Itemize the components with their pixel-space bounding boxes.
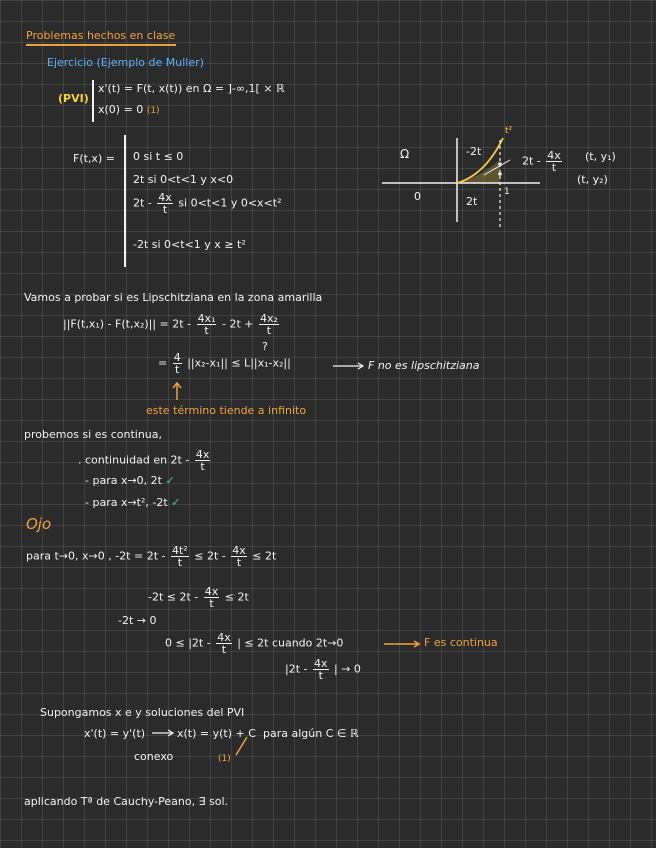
l8-suffix: | → 0 [334, 662, 361, 676]
l5-prefix: -2t ≤ 2t - [148, 590, 199, 604]
l1-middle: - 2t + [221, 317, 254, 331]
initial-condition-ref: (1) [146, 106, 160, 116]
l7-suffix: | ≤ 2t cuando 2t→0 [237, 636, 344, 650]
c2-text: - para x→0, 2t [85, 474, 162, 487]
solutions-intro: Supongamos x e y soluciones del PVI [40, 706, 245, 719]
pvi-equation: x'(t) = F(t, x(t)) en Ω = ]-∞,1[ × ℝ [98, 82, 285, 95]
l5-fraction: $\frac{4x}{t}$ [204, 585, 219, 610]
continuity-intro: probemos si es continua, [24, 428, 162, 441]
l8-fraction: $\frac{4x}{t}$ [313, 657, 328, 682]
check-icon: ✓ [171, 496, 181, 509]
case-3-prefix: 2t - [133, 196, 152, 210]
l1-fraction-2: $\frac{\text{4x₂}}{t}$ [259, 312, 278, 337]
cauchy-peano-note: aplicando Tª de Cauchy-Peano, ∃ sol. [24, 795, 229, 808]
bottom-region-label: 2t [466, 195, 478, 208]
exercise-heading: Ejercicio (Ejemplo de Muller) [47, 56, 204, 69]
infinity-note: este término tiende a infinito [146, 404, 307, 417]
c1-prefix: . continuidad en 2t - [78, 453, 190, 467]
convex-ref: (1) [218, 754, 231, 764]
l2-equals: = [158, 356, 168, 370]
middle-prefix: 2t - [522, 154, 541, 168]
solutions-constant-eq: x(t) = y(t) + C [177, 727, 256, 740]
piecewise-case-1: 0 si t ≤ 0 [133, 150, 184, 163]
l2-inequality: ||x₂-x₁|| ≤ L||x₁-x₂|| [187, 356, 291, 370]
case-3-fraction: $\frac{4x}{t}$ [158, 191, 172, 216]
lipschitz-intro: Vamos a probar si es Lipschitziana en la zona amarilla [24, 291, 323, 304]
piecewise-case-2: 2t si 0<t<1 y x<0 [133, 173, 234, 186]
top-region-label: -2t [466, 145, 482, 158]
origin-label: 0 [414, 190, 421, 203]
ojo-note: Ojo [26, 515, 52, 533]
l1-prefix: ||F(t,x₁) - F(t,x₂)|| = 2t - [63, 317, 192, 331]
check-icon: ✓ [165, 474, 175, 487]
point-2-label: (t, y₂) [577, 173, 608, 186]
l4-suffix: ≤ 2t [252, 549, 277, 563]
l1-fraction-1: $\frac{\text{4x₁}}{t}$ [197, 312, 216, 337]
pvi-label: (PVI) [58, 92, 89, 105]
l8-prefix: |2t - [285, 662, 308, 676]
case-3-condition: si 0<t<1 y 0<x<t² [178, 196, 282, 210]
point-1-label: (t, y₁) [585, 150, 616, 163]
l7-fraction: $\frac{4x}{t}$ [217, 631, 231, 656]
l4-fraction-1: $\frac{\text{4t²}}{t}$ [172, 544, 188, 569]
continuity-conclusion: F es continua [424, 636, 498, 649]
page-title: Problemas hechos en clase [26, 29, 176, 42]
curve-label: t² [505, 126, 513, 136]
convex-label: conexo [134, 750, 174, 763]
question-mark: ? [262, 340, 268, 353]
l5-suffix: ≤ 2t [224, 590, 249, 604]
solutions-derivative-eq: x'(t) = y'(t) [84, 727, 146, 740]
c3-text: - para x→t², -2t [85, 496, 168, 509]
l2-fraction: $\frac{4}{t}$ [173, 351, 181, 376]
l7-prefix: 0 ≤ |2t - [165, 636, 211, 650]
solutions-constant-note: para algún C ∈ ℝ [263, 727, 359, 740]
l4-middle: ≤ 2t - [194, 549, 226, 563]
one-label: 1 [504, 187, 510, 197]
omega-label: Ω [400, 147, 410, 161]
lipschitz-conclusion: F no es lipschitziana [368, 359, 480, 372]
l4-fraction-2: $\frac{4x}{t}$ [232, 544, 246, 569]
initial-condition-text: x(0) = 0 [98, 103, 144, 116]
l4-prefix: para t→0, x→0 , -2t = 2t - [26, 549, 166, 563]
piecewise-lhs: F(t,x) = [73, 152, 115, 165]
middle-fraction: $\frac{4x}{t}$ [547, 149, 561, 174]
limit-line-3: -2t → 0 [118, 614, 157, 627]
c1-fraction: $\frac{4x}{t}$ [195, 448, 210, 473]
piecewise-case-4: -2t si 0<t<1 y x ≥ t² [133, 238, 246, 251]
